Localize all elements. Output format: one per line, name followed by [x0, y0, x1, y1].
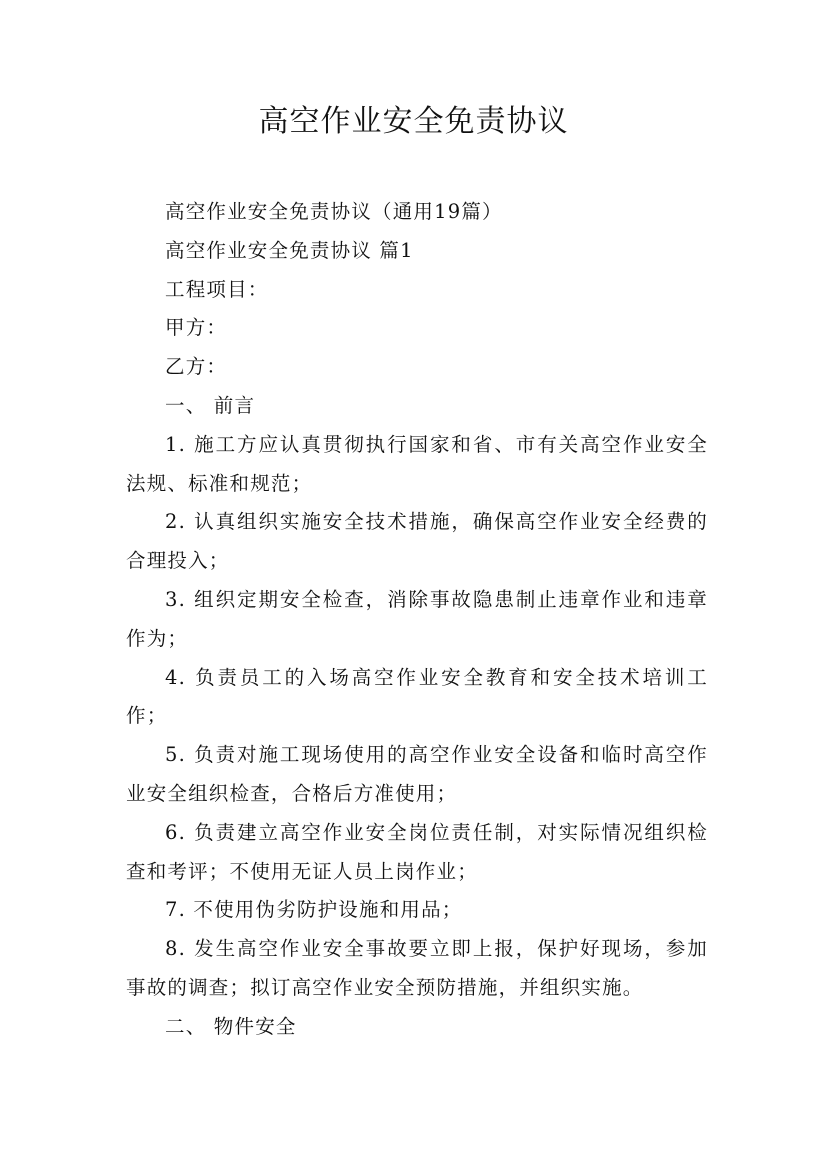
subtitle-line: 高空作业安全免责协议（通用19篇） [165, 200, 503, 223]
clause-8: 8. 发生高空作业安全事故要立即上报，保护好现场，参加事故的调查；拟订高空作业安全预防措施，并组织实施。 [126, 937, 708, 999]
section-heading-part-1: 高空作业安全免责协议 篇1 [165, 238, 414, 262]
clause-7: 7. 不使用伪劣防护设施和用品； [165, 898, 463, 922]
clause-3: 3. 组织定期安全检查，消除事故隐患制止违章作业和违章作为； [126, 587, 708, 650]
clause-4: 4. 负责员工的入场高空作业安全教育和安全技术培训工作； [126, 665, 708, 728]
clause-1: 1. 施工方应认真贯彻执行国家和省、市有关高空作业安全法规、标准和规范； [126, 432, 708, 495]
project-field-label: 工程项目： [165, 277, 269, 301]
document-title: 高空作业安全免责协议 [258, 104, 569, 139]
clause-6: 6. 负责建立高空作业安全岗位责任制，对实际情况组织检查和考评；不使用无证人员上岗作业； [126, 820, 708, 883]
clause-5: 5. 负责对施工现场使用的高空作业安全设备和临时高空作业安全组织检查，合格后方准使用； [126, 743, 708, 805]
clause-2: 2. 认真组织实施安全技术措施，确保高空作业安全经费的合理投入； [126, 510, 708, 573]
party-b-label: 乙方： [165, 355, 228, 379]
section-heading-object-safety: 二、 物件安全 [165, 1014, 297, 1038]
document-body [126, 193, 708, 1047]
section-heading-preface: 一、 前言 [165, 393, 256, 417]
party-a-label: 甲方： [165, 316, 228, 340]
